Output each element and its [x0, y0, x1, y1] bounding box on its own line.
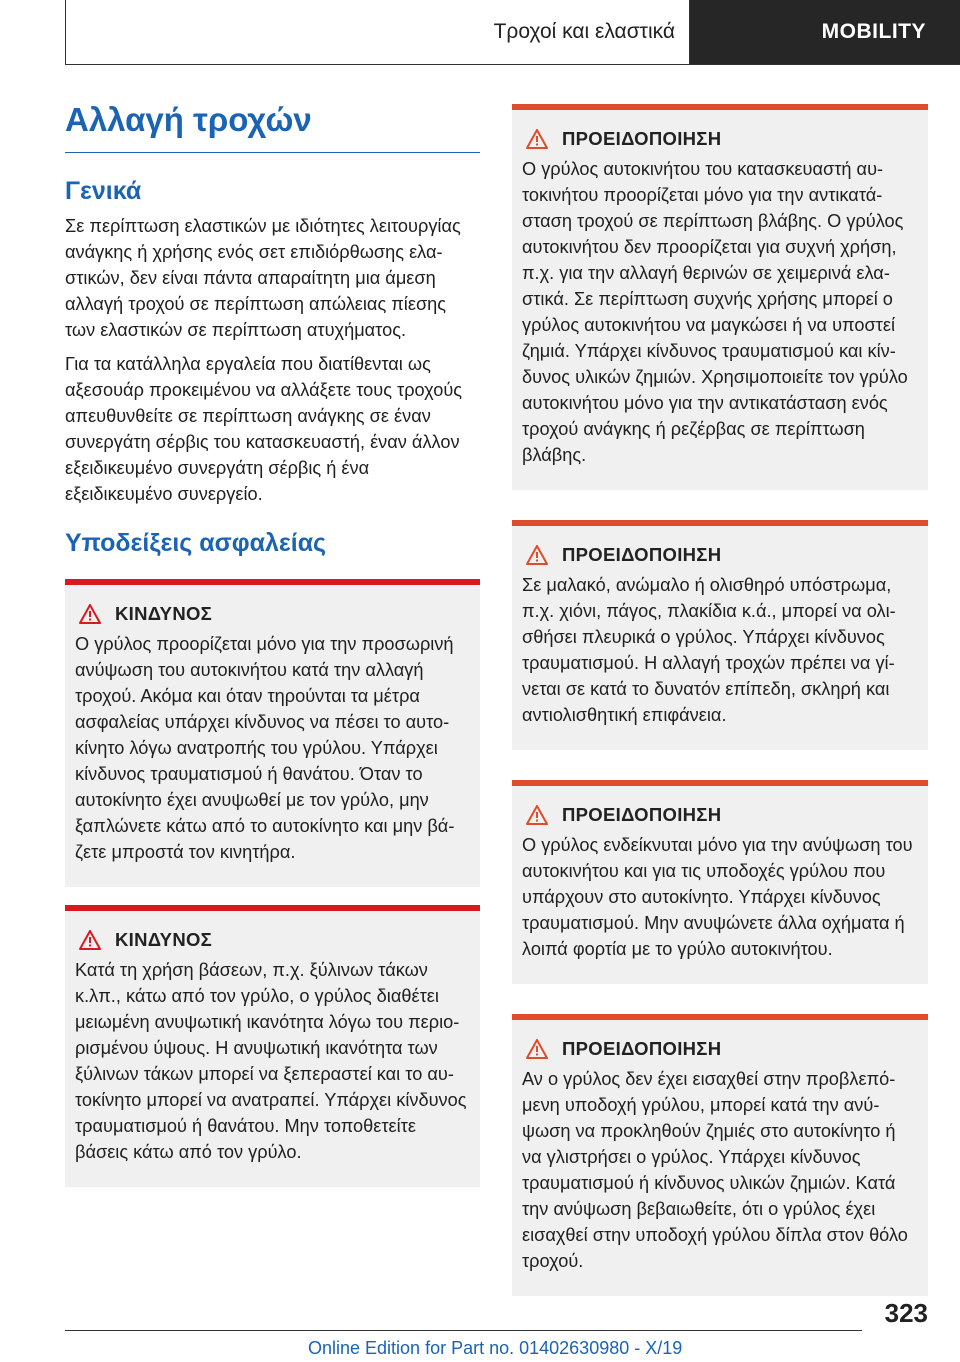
warning-box-header	[522, 1038, 916, 1060]
danger-text: Ο γρύλος προορίζεται μόνο για την προσωρινή ανύψωση του αυτοκινήτου κατά την αλλαγή τροχού. Ακόμα και όταν τηρούνται τα μέτρα ασφαλείας υπάρχει κίνδυνος να πέσει το αυτοκίνητο λόγω ανατροπής του γρύλου. Υπάρχει κίνδυνος τραυματισμού ή θανάτου. Όταν το αυτοκίνητο έχει ανυψωθεί με τον γρύλο, μην ξαπλώνετε κάτω από το αυτοκίνητο και μην βάζετε μπροστά τον κινητήρα.	[75, 634, 455, 862]
danger-text: Κατά τη χρήση βάσεων, π.χ. ξύλινων τάκων κ.λπ., κάτω από τον γρύλο, ο γρύλος διαθέτει μειωμένη ανυψωτική ικανότητα λόγω του περιορισμένου ύψους. Η ανυψωτική ικανότητα των ξύλινων τάκων μπορεί να ξεπεραστεί και το αυτοκίνητο μπορεί να ανατραπεί. Υπάρχει κίνδυνος τραυματισμού ή θανάτου. Μην τοποθετείτε βάσεις κάτω από τον γρύλο.	[75, 960, 467, 1162]
page-header	[65, 0, 960, 65]
general-paragraph-2: Για τα κατάλληλα εργαλεία που διατίθενται ως αξεσουάρ προκειμένου να αλλάξετε τους τροχούς απευθυνθείτε σε περίπτωση ανάγκης σε έναν συνεργάτη σέρβις του κατασκευαστή, έναν άλλον εξειδικευμένο συνεργάτη σέρβις ή ένα εξειδικευμένο συνεργείο.	[65, 354, 463, 504]
danger-box-2	[65, 905, 480, 1187]
page-title: Αλλαγή τροχών	[65, 100, 480, 153]
warning-box-1	[512, 104, 928, 490]
footer-divider	[65, 1330, 862, 1331]
page-number: 323	[884, 1298, 928, 1328]
chapter-tab: MOBILITY	[690, 0, 960, 64]
general-heading: Γενικά	[65, 177, 142, 205]
warning-title: ΠΡΟΕΙΔΟΠΟΙΗΣΗ	[562, 544, 722, 565]
warning-triangle-icon	[79, 604, 101, 624]
warning-title: ΠΡΟΕΙΔΟΠΟΙΗΣΗ	[562, 128, 722, 149]
warning-box-header	[522, 128, 916, 150]
danger-box-header	[75, 603, 468, 625]
warning-title: ΠΡΟΕΙΔΟΠΟΙΗΣΗ	[562, 1038, 722, 1059]
safety-heading: Υποδείξεις ασφαλείας	[65, 529, 327, 557]
danger-title: ΚΙΝΔΥΝΟΣ	[115, 929, 213, 950]
warning-text: Αν ο γρύλος δεν έχει εισαχθεί στην προβλεπόμενη υποδοχή γρύλου, μπορεί κατά την ανύψωση να προκληθούν ζημιές στο αυτοκίνητο ή να γλιστρήσει ο γρύλος. Υπάρχει κίνδυνος τραυματισμού ή κίνδυνος υλικών ζημιών. Κατά την ανύψωση βεβαιωθείτε, ότι ο γρύλος έχει εισαχθεί στην υποδοχή γρύλου δίπλα στον θόλο τροχού.	[522, 1069, 908, 1271]
warning-triangle-icon	[526, 129, 548, 149]
warning-triangle-icon	[526, 805, 548, 825]
warning-text: Ο γρύλος αυτοκινήτου του κατασκευαστή αυτοκινήτου προορίζεται μόνο για την αντικατάσταση τροχού σε περίπτωση βλάβης. Ο γρύλος αυτοκινήτου δεν προορίζεται για συχνή χρήση, π.χ. για την αλλαγή θερινών σε χειμερινά ελαστικά. Σε περίπτωση συχνής χρήσης μπορεί ο γρύλος αυτοκινήτου να μαγκώσει ή να υποστεί ζημιά. Υπάρχει κίνδυνος τραυματισμού και κίνδυνος υλικών ζημιών. Χρησιμοποιείτε τον γρύλο αυτοκινήτου μόνο για την αντικατάσταση ενός τροχού ανάγκης ή ρεζέρβας σε περίπτωση βλάβης.	[522, 159, 908, 465]
warning-title: ΠΡΟΕΙΔΟΠΟΙΗΣΗ	[562, 804, 722, 825]
warning-triangle-icon	[79, 930, 101, 950]
warning-text: Ο γρύλος ενδείκνυται μόνο για την ανύψωση του αυτοκινήτου και για τις υποδοχές γρύλου που υπάρχουν στο αυτοκίνητο. Υπάρχει κίνδυνος τραυματισμού. Μην ανυψώνετε άλλα οχήματα ή λοιπά φορτία με το γρύλο αυτοκινήτου.	[522, 835, 913, 959]
warning-triangle-icon	[526, 1039, 548, 1059]
warning-text: Σε μαλακό, ανώμαλο ή ολισθηρό υπόστρωμα, π.χ. χιόνι, πάγος, πλακίδια κ.ά., μπορεί να ολισθήσει πλευρικά ο γρύλος. Υπάρχει κίνδυνος τραυματισμού. Η αλλαγή τροχών πρέπει να γίνεται σε κατά το δυνατόν επίπεδη, σκληρή και αντιολισθητική επιφάνεια.	[522, 575, 896, 725]
right-column	[512, 104, 928, 1296]
danger-box-1	[65, 579, 480, 887]
warning-box-header	[522, 804, 916, 826]
section-title: Τροχοί και ελαστικά	[65, 0, 690, 64]
edition-footer: Online Edition for Part no. 01402630980 - X/19	[308, 1338, 683, 1358]
danger-title: ΚΙΝΔΥΝΟΣ	[115, 603, 213, 624]
warning-box-header	[522, 544, 916, 566]
warning-triangle-icon	[526, 545, 548, 565]
warning-box-3	[512, 780, 928, 984]
left-column	[65, 100, 480, 1187]
general-paragraph-1: Σε περίπτωση ελαστικών με ιδιότητες λειτουργίας ανάγκης ή χρήσης ενός σετ επιδιόρθωσης ελαστικών, δεν είναι πάντα απαραίτητη μια άμεση αλλαγή τροχού σε περίπτωση απώλειας πίεσης των ελαστικών σε περίπτωση ατυχήματος.	[65, 216, 461, 340]
warning-box-2	[512, 520, 928, 750]
danger-box-header	[75, 929, 468, 951]
warning-box-4	[512, 1014, 928, 1296]
